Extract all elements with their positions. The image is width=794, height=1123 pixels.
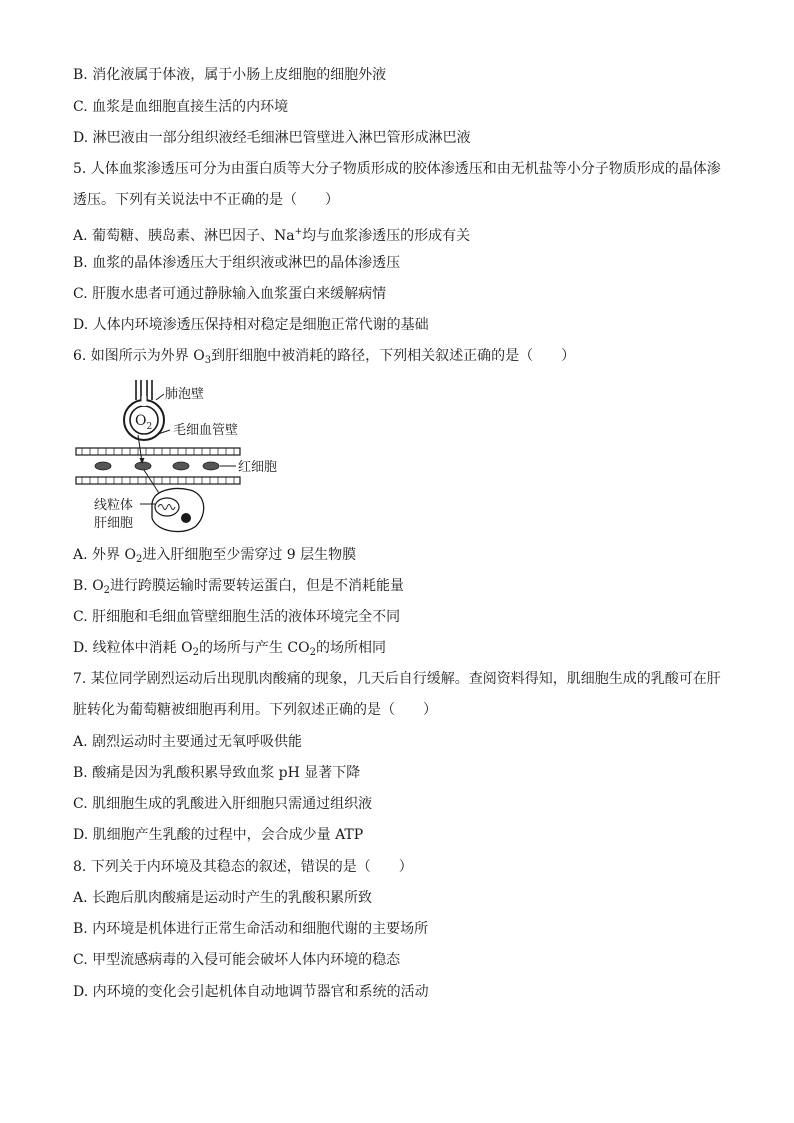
label-capillary-wall: 毛细血管壁 bbox=[173, 423, 239, 438]
q6-option-d bbox=[73, 638, 386, 663]
q5-option-a-text: A. 葡萄糖、胰岛素、淋巴因子、Na bbox=[73, 228, 295, 244]
oxygen-pathway-figure bbox=[70, 378, 290, 540]
q8-option-b: B. 内环境是机体进行正常生命活动和细胞代谢的主要场所 bbox=[73, 921, 429, 937]
o2-label: $O_2$ bbox=[135, 413, 153, 432]
q7-option-c: C. 肌细胞生成的乳酸进入肝细胞只需通过组织液 bbox=[73, 796, 373, 812]
q5-stem-line1: 5. 人体血浆渗透压可分为由蛋白质等大分子物质形成的胶体渗透压和由无机盐等小分子物质形成的晶体渗 bbox=[73, 161, 721, 177]
capillary-wall-top bbox=[76, 448, 240, 455]
alveolus-pointer bbox=[156, 394, 164, 400]
q6-option-b-rest: 进行跨膜运输时需要转运蛋白，但是不消耗能量 bbox=[110, 578, 405, 594]
capillary-wall-bottom bbox=[76, 477, 240, 484]
q7-stem-line2: 脏转化为葡萄糖被细胞再利用。下列叙述正确的是（ ） bbox=[73, 702, 437, 718]
q8-option-d: D. 内环境的变化会引起机体自动地调节器官和系统的活动 bbox=[73, 984, 429, 1000]
q5-option-a-rest: 均与血浆渗透压的形成有关 bbox=[302, 228, 471, 244]
q6-stem-subscript: 3 bbox=[204, 355, 212, 366]
q4-option-b: B. 消化液属于体液，属于小肠上皮细胞的细胞外液 bbox=[73, 67, 387, 83]
q5-option-a bbox=[73, 222, 470, 246]
q7-stem-line1: 7. 某位同学剧烈运动后出现肌肉酸痛的现象，几天后自行缓解。查阅资料得知，肌细胞生成的乳酸可在肝 bbox=[73, 671, 721, 687]
q6-option-b-text: B. O bbox=[73, 578, 104, 594]
liver-cell-nucleus bbox=[181, 513, 191, 523]
red-blood-cell-2 bbox=[135, 462, 151, 470]
q6-option-a bbox=[73, 545, 356, 570]
q5-stem-line2: 透压。下列有关说法中不正确的是（ ） bbox=[73, 192, 339, 208]
label-liver-cell: 肝细胞 bbox=[94, 516, 134, 531]
q4-option-c: C. 血浆是血细胞直接生活的内环境 bbox=[73, 99, 289, 115]
q6-stem-text: 6. 如图所示为外界 O bbox=[73, 348, 205, 364]
q6-option-b-subscript: 2 bbox=[103, 585, 111, 596]
q7-option-b: B. 酸痛是因为乳酸积累导致血浆 pH 显著下降 bbox=[73, 765, 361, 781]
q6-option-d-rest: 的场所相同 bbox=[315, 640, 386, 656]
q7-option-d: D. 肌细胞产生乳酸的过程中，会合成少量 ATP bbox=[73, 827, 364, 843]
alveolus-opening bbox=[142, 396, 147, 406]
q5-option-b: B. 血浆的晶体渗透压大于组织液或淋巴的晶体渗透压 bbox=[73, 255, 401, 271]
q4-option-d: D. 淋巴液由一部分组织液经毛细淋巴管壁进入淋巴管形成淋巴液 bbox=[73, 130, 471, 146]
q6-option-a-rest: 进入肝细胞至少需穿过 9 层生物膜 bbox=[142, 547, 357, 563]
q6-option-d-middle: 的场所与产生 CO bbox=[198, 640, 310, 656]
label-alveolus-wall: 肺泡壁 bbox=[165, 387, 205, 402]
q8-option-a: A. 长跑后肌肉酸痛是运动时产生的乳酸积累所致 bbox=[73, 890, 373, 906]
q6-option-d-subscript-1: 2 bbox=[192, 647, 199, 658]
q8-option-c: C. 甲型流感病毒的入侵可能会破坏人体内环境的稳态 bbox=[73, 952, 401, 968]
q6-stem bbox=[73, 346, 575, 371]
label-red-blood-cell: 红细胞 bbox=[238, 460, 278, 475]
q6-option-d-subscript-2: 2 bbox=[309, 647, 316, 658]
red-blood-cell-1 bbox=[95, 462, 111, 470]
label-mitochondrion: 线粒体 bbox=[94, 498, 134, 513]
q6-stem-rest: 到肝细胞中被消耗的路径，下列相关叙述正确的是（ ） bbox=[211, 348, 576, 364]
q6-option-a-subscript: 2 bbox=[135, 554, 143, 565]
red-blood-cell-3 bbox=[173, 462, 189, 470]
q5-option-d: D. 人体内环境渗透压保持相对稳定是细胞正常代谢的基础 bbox=[73, 317, 429, 333]
red-blood-cell-4 bbox=[203, 462, 219, 470]
q5-option-a-superscript: + bbox=[294, 227, 303, 237]
q7-option-a: A. 剧烈运动时主要通过无氧呼吸供能 bbox=[73, 734, 303, 750]
q6-option-d-text: D. 线粒体中消耗 O bbox=[73, 640, 193, 656]
q6-option-c: C. 肝细胞和毛细血管壁细胞生活的液体环境完全不同 bbox=[73, 609, 401, 625]
q6-option-a-text: A. 外界 O bbox=[73, 547, 136, 563]
q5-option-c: C. 肝腹水患者可通过静脉输入血浆蛋白来缓解病情 bbox=[73, 286, 387, 302]
q6-option-b bbox=[73, 576, 404, 601]
q8-stem: 8. 下列关于内环境及其稳态的叙述，错误的是（ ） bbox=[73, 859, 413, 875]
